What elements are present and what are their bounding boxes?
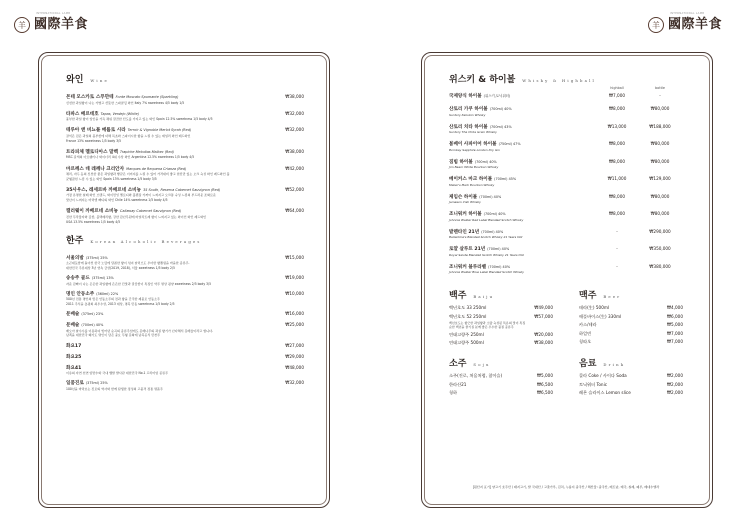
menu-item-name: 백년호도 52 250ml bbox=[449, 313, 487, 319]
whisky-item bbox=[449, 93, 683, 99]
whisky-item-volume: (700ml) 40% bbox=[474, 159, 497, 164]
menu-item-name bbox=[66, 275, 114, 281]
menu-item-name bbox=[66, 127, 191, 133]
whisky-item-name-text: 산토리 가쿠 하이볼 bbox=[449, 107, 488, 112]
menu-item-name: 소주(진로, 처음처럼, 참이슬) bbox=[449, 373, 503, 379]
whisky-item bbox=[449, 106, 683, 117]
menu-item-description: 잘익은 검은 과일의 풍부함에 더해 목초와 스파이시한 향을 느낄 수 있는 데일리 와인 레드와인 bbox=[66, 133, 191, 138]
menu-item-sub: Trapiche Melodias Malbec (Red) bbox=[120, 149, 174, 154]
menu-item-name-text: 테루아 앤 비뇨블 메를로 시라 bbox=[66, 128, 126, 134]
whisky-item-highball-price: ₩8,000 bbox=[608, 211, 626, 216]
menu-item-price: ₩2,000 bbox=[666, 373, 683, 379]
whisky-item-highball-price: - bbox=[616, 246, 618, 251]
menu-item-name-text: 화요25 bbox=[66, 354, 82, 360]
menu-item bbox=[66, 291, 304, 306]
menu-item-price: ₩52,000 bbox=[285, 186, 304, 192]
menu-item bbox=[66, 380, 304, 391]
whisky-item-volume: (위스키,토닉워터) bbox=[483, 94, 511, 98]
menu-item-name-text: 트라피체 멜로디아스 말벡 bbox=[66, 149, 119, 155]
menu-item-description: 자운 감빠이 나는 은은한 과일향에 은은한 단맛과 깔끔함이 특징인 약주 명상 평양 sweetness 2/5 body 3/5 bbox=[66, 281, 212, 286]
baijiu-note-line: 순한 백년을 즐기실 분께 좋은 우수한 품질 증류주 bbox=[449, 324, 514, 329]
menu-item-price: ₩6,000 bbox=[666, 313, 683, 319]
whisky-item-highball-price: ₩13,000 bbox=[607, 123, 627, 129]
menu-item bbox=[579, 390, 683, 396]
menu-item-sub: Fonte Moscato Spumante (Sparkling) bbox=[115, 95, 179, 99]
menu-item-description: 소곤대듯함에 돌아선 한국 노랑에 달콤한 향이 섞여 슬리브도 우아한 향뽐냄을 마을한 증류주. bbox=[66, 261, 190, 266]
whisky-item-volume: (750ml) 47% bbox=[498, 142, 521, 146]
menu-item-description: MSC 갈색의 아르헨티나 와이너리 4위 수상 와인 Argentina 12.5% sweetness 1/5 body 4/5 bbox=[66, 155, 195, 160]
menu-item-name-text: 문배술 bbox=[66, 312, 80, 318]
whisky-item-volume: (700ml) 40% bbox=[481, 229, 504, 234]
baijiu-list-2 bbox=[449, 332, 553, 347]
menu-item-vol: (375ml) 25% bbox=[85, 255, 108, 260]
menu-item-price: ₩32,000 bbox=[285, 127, 304, 133]
menu-item-name-text: 화요17 bbox=[66, 343, 82, 349]
section-title: 와인 bbox=[66, 75, 84, 85]
menu-item bbox=[66, 187, 304, 202]
menu-item-vol: (700ml) 40% bbox=[81, 323, 104, 328]
menu-item-row bbox=[66, 111, 304, 117]
menu-item-price: ₩7,000 bbox=[666, 330, 683, 336]
menu-item-name-text: 서울의밤 bbox=[66, 255, 84, 261]
menu-item-price: ₩27,000 bbox=[285, 342, 304, 348]
menu-item-name: 레몬 슬라이스 Lemon slice bbox=[579, 390, 631, 396]
menu-item-name-text: 문배술 bbox=[66, 323, 80, 329]
menu-item-name bbox=[66, 380, 108, 386]
section-header-whisky bbox=[449, 72, 683, 85]
menu-item bbox=[449, 332, 553, 338]
whisky-item bbox=[449, 159, 683, 170]
small-sections-row-1 bbox=[449, 288, 683, 346]
whisky-item bbox=[449, 194, 683, 205]
menu-item-description: 체리, 자두 등의 신선한 붉은 과일향과 빵같은 이미지를 느낄 수 있어 가격대비 좋고 한잔만 있는 오크 숙성 와인 레드와인 풀 bbox=[66, 172, 230, 177]
menu-item-name-text: 명인 안동소주 bbox=[66, 291, 95, 297]
whisky-item-bottle-price: ₩380,000 bbox=[649, 263, 671, 269]
soju-section bbox=[449, 356, 553, 396]
whisky-list bbox=[449, 93, 683, 274]
menu-item-row bbox=[66, 275, 304, 281]
menu-item-price: ₩38,000 bbox=[285, 94, 304, 99]
whisky-item bbox=[449, 141, 683, 152]
whisky-item-name-text: 산토리 치타 하이볼 bbox=[449, 124, 488, 130]
whisky-item-info bbox=[449, 176, 597, 187]
baijiu-list bbox=[449, 305, 553, 320]
section-title: 위스키 & 하이볼 bbox=[449, 75, 516, 85]
menu-item bbox=[449, 373, 553, 379]
menu-item bbox=[66, 94, 304, 105]
section-title-en: Korean Alcoholic Beverages bbox=[90, 238, 202, 244]
menu-item-name bbox=[66, 149, 174, 155]
whisky-item-name bbox=[449, 141, 597, 147]
whisky-item-en: Suntory Kakubin Whisky bbox=[449, 112, 486, 117]
whisky-item-info bbox=[449, 106, 597, 117]
section-header-wine bbox=[66, 72, 304, 85]
menu-item-price: ₩16,000 bbox=[285, 311, 304, 317]
whisky-item-bottle-price: ₩290,000 bbox=[649, 228, 671, 234]
whisky-item-name bbox=[449, 159, 597, 165]
whisky-item-name-text: 조니워커 블루라벨 bbox=[449, 264, 487, 270]
menu-item-price: ₩25,000 bbox=[285, 322, 304, 328]
menu-item bbox=[66, 166, 304, 181]
whisky-item-info bbox=[449, 141, 597, 152]
menu-item-price: ₩48,000 bbox=[285, 364, 304, 370]
beer-list bbox=[579, 305, 683, 345]
whisky-item-volume: (700ml) 45% bbox=[494, 177, 517, 181]
menu-item-description: 균형잡힌 느낌 수 있는 와인 Spain 13% sweetness 1/5 body 3/5 bbox=[66, 176, 157, 181]
whisky-item-name bbox=[449, 211, 597, 217]
menu-item-description: 이유의 자연 천연 암반수와 국내 햅쌀 발사판 대한민국 No.1 프리미엄 증류주 bbox=[66, 371, 169, 376]
section-header-soju bbox=[449, 356, 553, 369]
whisky-item-info bbox=[449, 264, 597, 275]
menu-item-description: 맛난이 느껴지는 마리엔 빠디의 와인 Chile 14% sweetness 1/5 body 4/5 bbox=[66, 198, 168, 203]
whisky-item-info bbox=[449, 159, 597, 170]
menu-item-row bbox=[66, 322, 304, 328]
whisky-item bbox=[449, 229, 683, 240]
brand-tagline: INTERNATIONAL LAMB bbox=[36, 12, 71, 15]
whisky-item-volume: (700ml) 43% bbox=[489, 124, 512, 129]
menu-item-description: 풍부한 과일 향이 입안을 가득 채워 깔끔한 산도를 가지고 있는 와인 Spain 12.5% sweetness 1/5 body 4/5 bbox=[66, 117, 213, 122]
whisky-item-bottle-price: ₩129,000 bbox=[649, 176, 671, 181]
menu-item-name-text: 캘러웨이 까베르네 소비뇽 bbox=[66, 209, 119, 215]
menu-item-description: USA 13.5% sweetness 1/5 body 4/5 bbox=[66, 219, 121, 224]
section-title: 한주 bbox=[66, 235, 84, 246]
menu-item-name-text: 일품진로 bbox=[66, 381, 84, 387]
menu-item-name bbox=[66, 255, 108, 261]
soju-list bbox=[449, 373, 553, 396]
wine-list bbox=[66, 94, 304, 224]
whisky-item-en: Maker's Mark Bourbon Whisky bbox=[449, 182, 495, 187]
menu-item bbox=[579, 322, 683, 328]
whisky-item-highball-price: ₩8,000 bbox=[608, 106, 626, 111]
menu-item bbox=[66, 354, 304, 360]
menu-item bbox=[449, 382, 553, 388]
whisky-item-info bbox=[449, 124, 597, 135]
whisky-item-name bbox=[449, 264, 597, 270]
menu-item bbox=[66, 343, 304, 349]
menu-item-row bbox=[66, 365, 304, 371]
menu-item-vol: (375ml) 25% bbox=[85, 381, 108, 386]
column-highball: highball bbox=[610, 86, 624, 90]
menu-item-name bbox=[66, 354, 83, 360]
menu-item bbox=[66, 275, 304, 286]
menu-item-row bbox=[66, 149, 304, 155]
menu-item-description: 신선한 과일향이 나는 가볍고 산뜻한 스파클링 와인 Italy 7% sweetness 4/5 body 1/5 bbox=[66, 100, 185, 105]
whisky-item bbox=[449, 124, 683, 135]
section-title: 백주 bbox=[449, 291, 467, 301]
whisky-item-highball-price: ₩8,000 bbox=[608, 193, 626, 199]
menu-item-name: 백년호도 33 250ml bbox=[449, 305, 487, 310]
brand-tagline: INTERNATIONAL LAMB bbox=[670, 12, 705, 15]
whisky-item-volume: (700ml) 40% bbox=[488, 264, 511, 269]
korean-list bbox=[66, 255, 304, 391]
menu-item-price: ₩6,500 bbox=[536, 390, 553, 396]
beer-section bbox=[579, 288, 683, 346]
whisky-item-highball-price: - bbox=[616, 228, 618, 234]
menu-item-name: 연태고량주 500ml bbox=[449, 340, 484, 346]
whisky-item-volume: (700ml) 40% bbox=[479, 194, 502, 199]
menu-item-row bbox=[66, 291, 304, 297]
menu-item-price: ₩20,000 bbox=[534, 331, 553, 337]
menu-item bbox=[66, 127, 304, 142]
menu-item-description: 가장 유명한 칠레 와인 브랜드, 와이먼잉 멜로디와 볼펜잡 가까이 느껴지고 오크통 숙성 느낌의 부드러운 조화로운 bbox=[66, 193, 216, 198]
drink-list bbox=[579, 373, 683, 396]
whisky-column-headers bbox=[449, 86, 683, 90]
brand-name: 國際羊食 bbox=[34, 17, 89, 32]
column-bottle: bottle bbox=[655, 86, 665, 90]
section-title: 소주 bbox=[449, 359, 467, 370]
menu-item-price: ₩7,000 bbox=[666, 339, 683, 344]
menu-item-price: ₩32,000 bbox=[285, 380, 304, 386]
whisky-item bbox=[449, 176, 683, 187]
whisky-item-bottle-price: ₩80,000 bbox=[650, 141, 670, 146]
whisky-item-en: Ballantine's Blended Scotch Whisky 21 Years Old bbox=[449, 235, 523, 239]
section-title-en: Baiju bbox=[473, 294, 495, 299]
menu-item-name bbox=[66, 322, 103, 328]
section-title-en: Beer bbox=[603, 294, 622, 299]
whisky-item-en: Johnnie Walker Blue Label Blended Scotch Whisky bbox=[449, 270, 525, 274]
menu-item-price: ₩10,000 bbox=[285, 290, 304, 296]
brand-seal-icon: 羊 bbox=[648, 17, 664, 33]
whisky-item-info bbox=[449, 246, 597, 257]
menu-item-description: 배오아 찰수수를 이용하여 빚어낸 순곡의 증류주입에도 문배나무의 과실 향기가 난다해서 문배술이라고 합니다. bbox=[66, 328, 214, 333]
whisky-item-bottle-price: - bbox=[659, 93, 661, 98]
origin-footer: [원산지 표기] 양고기 호주산 / 돼지고기, 쌀 국내산 / 고춧가루, 김치, 누룽지 중국산 / 해산물: 중국산, 베트남, 태국, 칠레, 페루, 베네수엘라 bbox=[472, 485, 660, 489]
menu-item bbox=[66, 322, 304, 337]
menu-item-price: ₩38,000 bbox=[285, 148, 304, 154]
menu-item bbox=[579, 331, 683, 337]
section-title: 맥주 bbox=[579, 291, 597, 301]
whisky-item bbox=[449, 246, 683, 257]
menu-item bbox=[66, 255, 304, 270]
whisky-item-bottle-price: ₩188,000 bbox=[649, 123, 671, 129]
menu-item-description: 100년을 바라보는 진로의 역사와 함께 탄생한 정성의 고품격 정통 명품주 bbox=[66, 386, 163, 391]
menu-item-name: 카스/테라 bbox=[579, 322, 597, 327]
menu-item-row bbox=[66, 208, 304, 214]
menu-item-name bbox=[66, 311, 103, 317]
whisky-item-highball-price: ₩11,000 bbox=[607, 176, 627, 181]
menu-item-price: ₩6,500 bbox=[536, 381, 553, 387]
menu-item-name: 테라(生) 500ml bbox=[579, 305, 610, 310]
menu-item-vol: (375ml) 23% bbox=[81, 312, 104, 317]
menu-item-name-text: 35사우스, 레세르바 까베르네 소비뇽 bbox=[66, 187, 142, 193]
whisky-item-highball-price: ₩8,000 bbox=[608, 141, 626, 146]
menu-item-price: ₩49,000 bbox=[534, 305, 553, 310]
whisky-item-bottle-price: ₩80,000 bbox=[650, 106, 670, 111]
section-title-en: Drink bbox=[603, 362, 626, 368]
menu-item-description: 대한민국 주류대상 3년 연속 금상(2019, 2018), 서울 sweetness 1/5 body 2/5 bbox=[66, 265, 175, 270]
brand-seal-icon: 羊 bbox=[14, 17, 30, 33]
section-header-baijiu bbox=[449, 288, 553, 301]
section-title-en: Whisky & Highball bbox=[522, 78, 596, 83]
menu-item-name: 한라산21 bbox=[449, 381, 467, 387]
menu-item-vol: (375ml) 13% bbox=[91, 276, 114, 281]
menu-item-name: 토닉워터 Tonic bbox=[579, 381, 608, 387]
whisky-item-name bbox=[449, 229, 597, 235]
menu-item-name bbox=[66, 365, 83, 371]
menu-item bbox=[449, 305, 553, 311]
menu-item-row bbox=[66, 343, 304, 349]
whisky-item-name-text: 로얄 살루트 21년 bbox=[449, 247, 486, 252]
menu-item-price: ₩2,000 bbox=[666, 390, 683, 396]
whisky-item-name bbox=[449, 93, 597, 99]
whisky-item-name bbox=[449, 194, 597, 200]
menu-item-sub: Tapas, Verdejo (White) bbox=[100, 111, 140, 116]
menu-item-price: ₩29,000 bbox=[285, 353, 304, 359]
whisky-item bbox=[449, 211, 683, 222]
menu-item-description: 500년 전통 명인의 맛은 안동소주의 전과 향을 간직한 제품로 안동소주 bbox=[66, 297, 161, 302]
whisky-item-bottle-price: ₩80,000 bbox=[650, 193, 670, 199]
menu-item-price: ₩38,000 bbox=[534, 340, 553, 346]
menu-item-row bbox=[66, 127, 304, 133]
whisky-item-en: Bombay Sapphire London Dry Gin bbox=[449, 147, 500, 152]
whisky-item-en: Johnnie Walker Red Label Blended Scotch Whisky bbox=[449, 217, 524, 222]
section-header-drink bbox=[579, 356, 683, 369]
menu-item bbox=[579, 373, 683, 379]
whisky-item-name bbox=[449, 124, 597, 130]
whisky-item-bottle-price: ₩350,000 bbox=[649, 246, 671, 251]
whisky-item-en: Jameson Irish Whisky bbox=[449, 200, 481, 204]
menu-item-row bbox=[66, 380, 304, 386]
menu-item bbox=[449, 390, 553, 396]
whisky-item-volume: (700ml) 40% bbox=[487, 247, 510, 251]
menu-item-name bbox=[66, 111, 139, 117]
menu-item-name-text: 마르께스 데 레께나 크리안자 bbox=[66, 166, 125, 172]
menu-item-name: 콜라 Coke / 사이다 Soda bbox=[579, 373, 627, 379]
section-header-beer bbox=[579, 288, 683, 301]
menu-item-description: 남쪽을 대한민국 왜가도 명인이 담은 중요 무형 문화재 남북공식 만찬주 bbox=[66, 333, 161, 338]
menu-item-row bbox=[66, 255, 304, 261]
menu-item-sub: Marques de Requena Crianza (Red) bbox=[126, 166, 187, 171]
whisky-item-name bbox=[449, 106, 597, 112]
whisky-item bbox=[449, 264, 683, 275]
whisky-item-name-text: 국제양식 하이볼 bbox=[449, 94, 482, 99]
brand-name: 國際羊食 bbox=[668, 17, 723, 32]
menu-item-name: 하얼빈 bbox=[579, 330, 592, 336]
left-page-content bbox=[66, 72, 304, 391]
whisky-item-name-text: 짐빔 하이볼 bbox=[449, 159, 473, 165]
menu-item-name bbox=[66, 208, 181, 214]
menu-item-price: ₩15,000 bbox=[285, 254, 304, 260]
menu-item-price: ₩32,000 bbox=[285, 110, 304, 116]
menu-item-price: ₩42,000 bbox=[285, 165, 304, 171]
whisky-item-name-text: 봄베이 사파이어 하이볼 bbox=[449, 142, 497, 147]
menu-item bbox=[579, 339, 683, 345]
whisky-item-volume: (700ml) 40% bbox=[483, 212, 506, 216]
menu-item-name: 애플바이스(生) 330ml bbox=[579, 313, 622, 319]
right-page-content bbox=[449, 72, 683, 396]
whisky-item-info bbox=[449, 93, 597, 99]
menu-item bbox=[66, 311, 304, 317]
menu-item-description: France 13% sweetness 1/5 body 3/5 bbox=[66, 138, 122, 143]
whisky-item-volume: (700ml) 40% bbox=[489, 107, 512, 111]
whisky-item-highball-price: ₩8,000 bbox=[608, 158, 626, 164]
section-title: 음료 bbox=[579, 359, 597, 370]
menu-item-vol: (360ml) 22% bbox=[96, 291, 119, 296]
baijiu-note bbox=[449, 321, 553, 329]
menu-item-name bbox=[66, 291, 118, 297]
drink-section bbox=[579, 356, 683, 396]
menu-item-sub: Callaway Cabernet Sauvignon (Red) bbox=[120, 209, 182, 214]
section-title-en: Soju bbox=[473, 362, 491, 368]
whisky-item-highball-price: - bbox=[616, 263, 618, 269]
whisky-item-bottle-price: ₩80,000 bbox=[650, 211, 670, 216]
whisky-item-name-text: 제임슨 하이볼 bbox=[449, 194, 478, 200]
baijiu-note-line: 백년호도는 향긋한 과일향과 소량 숙성된 특유의 맛이 특징 bbox=[449, 320, 526, 325]
menu-item bbox=[449, 314, 553, 320]
menu-item bbox=[449, 340, 553, 346]
whisky-item-name-text: 메이커스 마크 하이볼 bbox=[449, 177, 493, 182]
menu-item-sub: 35 South, Reserva Cabernet Sauvignon (Red) bbox=[143, 187, 221, 192]
whisky-item-en: Suntory The Chita Grain Whisky bbox=[449, 130, 497, 134]
menu-item-name: 연태고량주 250ml bbox=[449, 331, 484, 337]
section-title-en: Wine bbox=[90, 78, 109, 83]
menu-item-price: ₩5,000 bbox=[666, 322, 683, 327]
menu-item-price: ₩57,000 bbox=[534, 313, 553, 319]
menu-item-name bbox=[66, 343, 83, 349]
menu-item bbox=[66, 111, 304, 122]
menu-item bbox=[66, 149, 304, 160]
menu-item-row bbox=[66, 311, 304, 317]
menu-item-name-text: 화요41 bbox=[66, 365, 82, 371]
menu-item bbox=[66, 208, 304, 223]
menu-item bbox=[579, 305, 683, 311]
whisky-item-name-text: 발렌타인 21년 bbox=[449, 229, 480, 235]
brand-logo bbox=[14, 12, 89, 33]
small-sections-row-2 bbox=[449, 356, 683, 396]
whisky-item-en: Royal Salute Blended Scotch Whisky 21 Years Old bbox=[449, 252, 524, 257]
menu-item-row bbox=[66, 166, 304, 172]
menu-item-sub: Terroir & Vignoble Merlot Syrah (Red) bbox=[127, 128, 192, 133]
whisky-item-name-text: 조니워커 하이볼 bbox=[449, 212, 482, 217]
menu-item-name bbox=[66, 94, 178, 100]
menu-item-row bbox=[66, 354, 304, 360]
whisky-item-bottle-price: ₩80,000 bbox=[650, 158, 670, 164]
menu-item-name-text: 송송주 골드 bbox=[66, 276, 90, 282]
whisky-item-name bbox=[449, 246, 597, 252]
menu-item-name: 청하 bbox=[449, 390, 458, 396]
baijiu-section bbox=[449, 288, 553, 346]
brand-logo-right bbox=[648, 12, 723, 33]
menu-item-name bbox=[66, 166, 186, 172]
whisky-item-en: Jim Beam White Bourbon Whisky bbox=[449, 165, 499, 169]
menu-item-price: ₩2,000 bbox=[666, 381, 683, 387]
menu-item bbox=[66, 365, 304, 376]
menu-item-name-text: 타파스 베르데호 bbox=[66, 111, 99, 117]
menu-item-price: ₩19,000 bbox=[285, 275, 304, 281]
menu-item bbox=[579, 314, 683, 320]
menu-item-name: 칭따오 bbox=[579, 339, 592, 344]
menu-item-description: 진한 무작물자와 깊함, 블랙베리향, 강한 감난무원에 바닐라트레 향이 느껴지고 있는 와이인 와인 레드와인 bbox=[66, 214, 207, 219]
menu-item-price: ₩4,000 bbox=[666, 305, 683, 310]
whisky-item-info bbox=[449, 211, 597, 222]
section-header-korean bbox=[66, 233, 304, 246]
whisky-item-info bbox=[449, 194, 597, 205]
menu-item bbox=[579, 382, 683, 388]
menu-item-name-text: 몬테 모스카토 스푸만테 bbox=[66, 95, 114, 100]
menu-item-price: ₩64,000 bbox=[285, 208, 304, 214]
whisky-item-highball-price: ₩7,000 bbox=[608, 93, 626, 98]
whisky-item-info bbox=[449, 229, 597, 240]
whisky-item-name bbox=[449, 176, 597, 182]
menu-item-price: ₩5,000 bbox=[536, 373, 553, 379]
menu-item-description: 2011 주식을 총평회 최우수상, 2013 대상, 명북 만동 sweetness 1/5 body 2/5 bbox=[66, 302, 175, 307]
menu-item-row bbox=[66, 94, 304, 100]
